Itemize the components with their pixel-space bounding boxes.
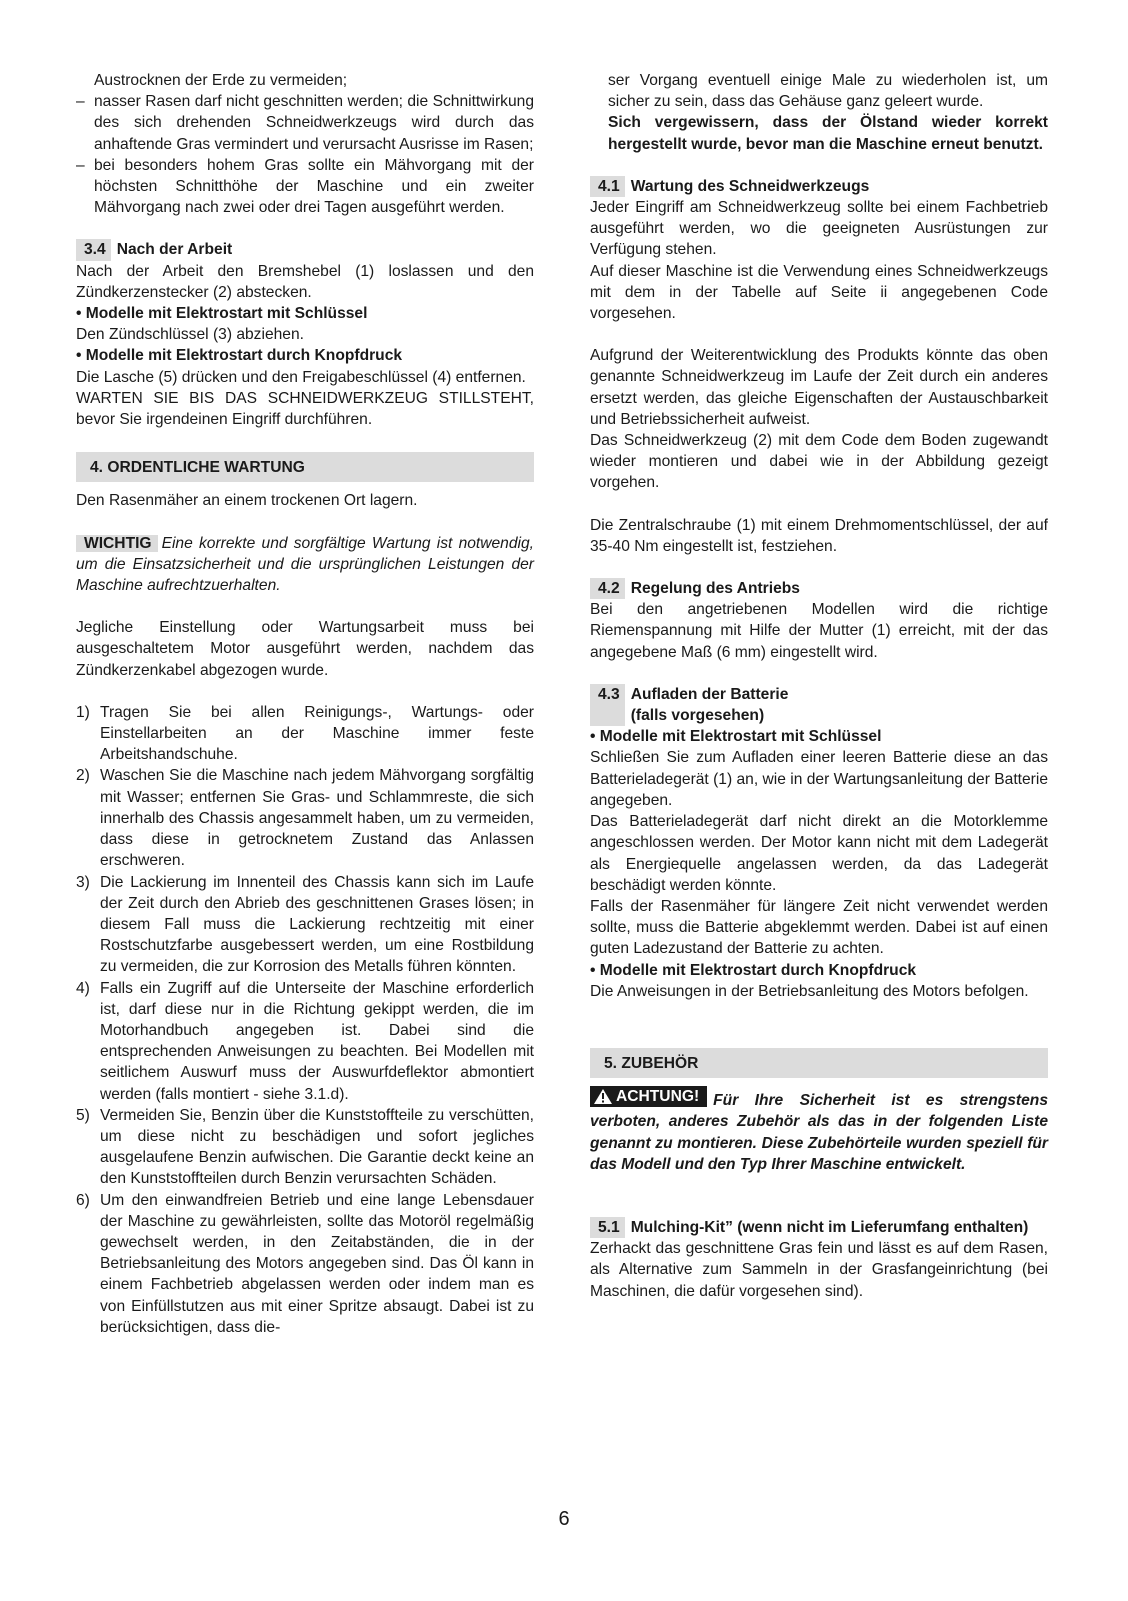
paragraph: Den Rasenmäher an einem trockenen Ort lagern. <box>76 492 418 510</box>
page-number: 6 <box>558 1508 570 1530</box>
warning-note <box>590 1086 1048 1175</box>
paragraph: Jegliche Einstellung oder Wartungsarbeit muss bei ausgeschaltetem Motor ausgeführt werden, nachdem das Zündkerzenkabel abgezogen wurde. <box>76 619 534 679</box>
left-column <box>76 70 534 1338</box>
section-title: Aufladen der Batterie <box>630 685 789 703</box>
list-item <box>76 1190 534 1338</box>
section-number: 4.1 <box>590 176 625 197</box>
important-note <box>76 533 534 597</box>
list-item-number: 2) <box>76 767 90 785</box>
warning-label: ACHTUNG! <box>590 1086 707 1107</box>
list-item-text: nasser Rasen darf nicht geschnitten werden; die Schnittwirkung des sich drehenden Schneidwerkzeugs wird durch das anhaftende Gras vermindert und verursacht Ausrisse im Rasen; <box>94 93 534 153</box>
paragraph: Die Anweisungen in der Betriebsanleitung des Motors befolgen. <box>590 982 1029 1000</box>
section-5-1-heading <box>590 1217 1048 1238</box>
list-item-number: 1) <box>76 703 90 721</box>
warning-text: Für Ihre Sicherheit ist es strengstens verboten, anderes Zubehör als das in der folgenden Liste genannt zu montieren. Diese Zubehörteile wurden speziell für das Modell und den Typ Ihrer Maschine entwickelt. <box>590 1092 1048 1173</box>
paragraph: Das Schneidwerkzeug (2) mit dem Code dem Boden zugewandt wieder montieren und dabei wie in der Abbildung gezeigt vorgehen. <box>590 432 1048 492</box>
list-item-number: 5) <box>76 1106 90 1124</box>
list-item-text: Falls ein Zugriff auf die Unterseite der Maschine erforderlich ist, darf diese nur in die Richtung gekippt werden, die im Motorhandbuch angegeben ist. Dabei sind die entsprechenden Anweisungen zu beachten. Bei Modellen mit seitlichem Auswurf muss der Auswurfdeflektor abmontiert werden (falls montiert - siehe 3.1.d). <box>100 979 534 1103</box>
paragraph: Bei den angetriebenen Modellen wird die richtige Riemenspannung mit Hilfe der Mutter (1) erreicht, mit der das angegebene Maß (6 mm) eingestellt wird. <box>590 601 1048 661</box>
section-title-continued: (falls vorgesehen) <box>630 707 765 725</box>
paragraph: Falls der Rasenmäher für längere Zeit nicht verwendet werden sollte, muss die Batterie abgeklemmt werden. Dabei ist auf einen guten Ladezustand der Batterie zu achten. <box>590 897 1048 958</box>
paragraph: Auf dieser Maschine ist die Verwendung eines Schneidwerkzeugs mit dem in der Tabelle auf Seite ii angegebenen Code vorgesehen. <box>590 262 1048 323</box>
list-item-text: Waschen Sie die Maschine nach jedem Mähvorgang sorgfältig mit Wasser; entfernen Sie Gras- und Schlammreste, die sich innerhalb des Chassis angesammelt haben, um zu vermeiden, dass diese in getrocknetem Zustand das Anlassen erschweren. <box>100 767 534 870</box>
maintenance-list <box>76 702 534 1338</box>
dash-marker: – <box>76 156 85 174</box>
bullet-heading: • Modelle mit Elektrostart durch Knopfdruck <box>76 347 403 365</box>
bold-note: Sich vergewissern, dass der Ölstand wieder korrekt hergestellt wurde, bevor man die Maschine erneut benutzt. <box>608 114 1048 153</box>
section-title: Wartung des Schneidwerkzeugs <box>630 177 870 195</box>
list-item <box>76 872 534 978</box>
list-item <box>76 155 534 219</box>
paragraph: Die Zentralschraube (1) mit einem Drehmomentschlüssel, der auf 35-40 Nm eingestellt ist, festziehen. <box>590 516 1048 555</box>
right-column <box>590 70 1048 1302</box>
warning-triangle-icon <box>593 1088 613 1105</box>
dash-marker: – <box>76 93 85 111</box>
list-item-number: 4) <box>76 979 90 997</box>
paragraph: Den Zündschlüssel (3) abziehen. <box>76 326 304 344</box>
section-3-4-heading <box>76 239 534 260</box>
section-title: Mulching-Kit” (wenn nicht im Lieferumfang enthalten) <box>630 1219 1029 1237</box>
bullet-heading: • Modelle mit Elektrostart mit Schlüssel <box>590 728 882 746</box>
section-4-2-heading <box>590 578 1048 599</box>
section-4-1-heading <box>590 176 1048 197</box>
list-item <box>76 702 534 766</box>
paragraph: Die Lasche (5) drücken und den Freigabeschlüssel (4) entfernen. <box>76 368 526 386</box>
list-item-text: Um den einwandfreien Betrieb und eine lange Lebensdauer der Maschine zu gewährleisten, sollte das Motoröl regelmäßig gewechselt werden, in den Zeitabständen, die in der Betriebsanleitung des Motors angegeben sind. Das Öl kann in einem Fachbetrieb abgelassen werden oder indem man es von Einfüllstutzen aus mit einer Spritze absaugt. Dabei ist zu berücksichtigen, dass die- <box>100 1191 534 1336</box>
bullet-heading: • Modelle mit Elektrostart durch Knopfdruck <box>590 961 917 979</box>
section-title: Regelung des Antriebs <box>630 580 800 598</box>
paragraph: Zerhackt das geschnittene Gras fein und lässt es auf dem Rasen, als Alternative zum Sammeln in der Grasfangeinrichtung (bei Maschinen, die dafür vorgesehen sind). <box>590 1240 1048 1300</box>
paragraph: Nach der Arbeit den Bremshebel (1) loslassen und den Zündkerzenstecker (2) abstecken. <box>76 262 534 301</box>
bullet-heading: • Modelle mit Elektrostart mit Schlüssel <box>76 305 368 323</box>
section-number: 4.3 <box>590 684 625 726</box>
list-item-number: 6) <box>76 1191 90 1209</box>
paragraph: Aufgrund der Weiterentwicklung des Produkts könnte das oben genannte Schneidwerkzeug im Laufe der Zeit durch ein anderes ersetzt werden, das gleiche Eigenschaften der Austauschbarkeit und Betriebssicherheit aufweist. <box>590 347 1048 428</box>
list-item-text: Vermeiden Sie, Benzin über die Kunststoffteile zu verschütten, um diese nicht zu beschädigen und sofort jegliches ausgelaufene Benzin aufwischen. Die Garantie deckt keine an den Kunststoffteilen durch Benzin verursachten Schäden. <box>100 1106 534 1188</box>
section-number: 4.2 <box>590 578 625 599</box>
list-item <box>76 765 534 871</box>
continued-text: ser Vorgang eventuell einige Male zu wiederholen ist, um sicher zu sein, dass das Gehäuse ganz geleert wurde. <box>608 72 1048 111</box>
paragraph: Jeder Eingriff am Schneidwerkzeug sollte bei einem Fachbetrieb ausgeführt werden, wo die geeigneten Ausrüstungen zur Verfügung stehen. <box>590 199 1048 259</box>
section-number: 5.1 <box>590 1217 625 1238</box>
list-item-number: 3) <box>76 873 90 891</box>
important-label: WICHTIG <box>76 535 158 552</box>
list-item <box>76 978 534 1105</box>
section-5-heading: 5. ZUBEHÖR <box>590 1048 1048 1078</box>
section-number: 3.4 <box>76 239 111 260</box>
section-4-heading: 4. ORDENTLICHE WARTUNG <box>76 452 534 482</box>
list-item-text: bei besonders hohem Gras sollte ein Mähvorgang mit der höchsten Schnitthöhe der Maschine und ein zweiter Mähvorgang nach zwei oder drei Tagen ausgeführt werden. <box>94 156 534 217</box>
paragraph: WARTEN SIE BIS DAS SCHNEIDWERKZEUG STILLSTEHT, bevor Sie irgendeinen Eingriff durchführen. <box>76 389 534 429</box>
paragraph: Schließen Sie zum Aufladen einer leeren Batterie diese an das Batterieladegerät (1) an, wie in der Wartungsanleitung der Batterie angegeben. <box>590 749 1048 809</box>
section-title: Nach der Arbeit <box>116 241 233 259</box>
continued-text: Austrocknen der Erde zu vermeiden; <box>94 72 348 89</box>
paragraph: Das Batterieladegerät darf nicht direkt an die Motorklemme angeschlossen werden. Der Motor kann nicht mit dem Ladegerät als Energiequelle angelassen werden, da das Ladegerät beschädigt werden könnte. <box>590 813 1048 894</box>
section-4-3-heading <box>590 684 1048 726</box>
list-item <box>76 1105 534 1190</box>
important-text: Eine korrekte und sorgfältige Wartung ist notwendig, um die Einsatzsicherheit und die ursprünglichen Leistungen der Maschine aufrechtzuerhalten. <box>76 534 534 595</box>
list-item-text: Tragen Sie bei allen Reinigungs-, Wartungs- oder Einstellarbeiten an der Maschine immer feste Arbeitshandschuhe. <box>100 703 534 764</box>
list-item <box>76 91 534 155</box>
list-item-text: Die Lackierung im Innenteil des Chassis kann sich im Laufe der Zeit durch den Abrieb des geschnittenen Grases lösen; in diesem Fall muss die Lackierung rechtzeitig mit einer Rostschutzfarbe ausgebessert werden, um eine Rostbildung zu vermeiden, die zur Korrosion des Metalls führen könnten. <box>100 873 534 976</box>
